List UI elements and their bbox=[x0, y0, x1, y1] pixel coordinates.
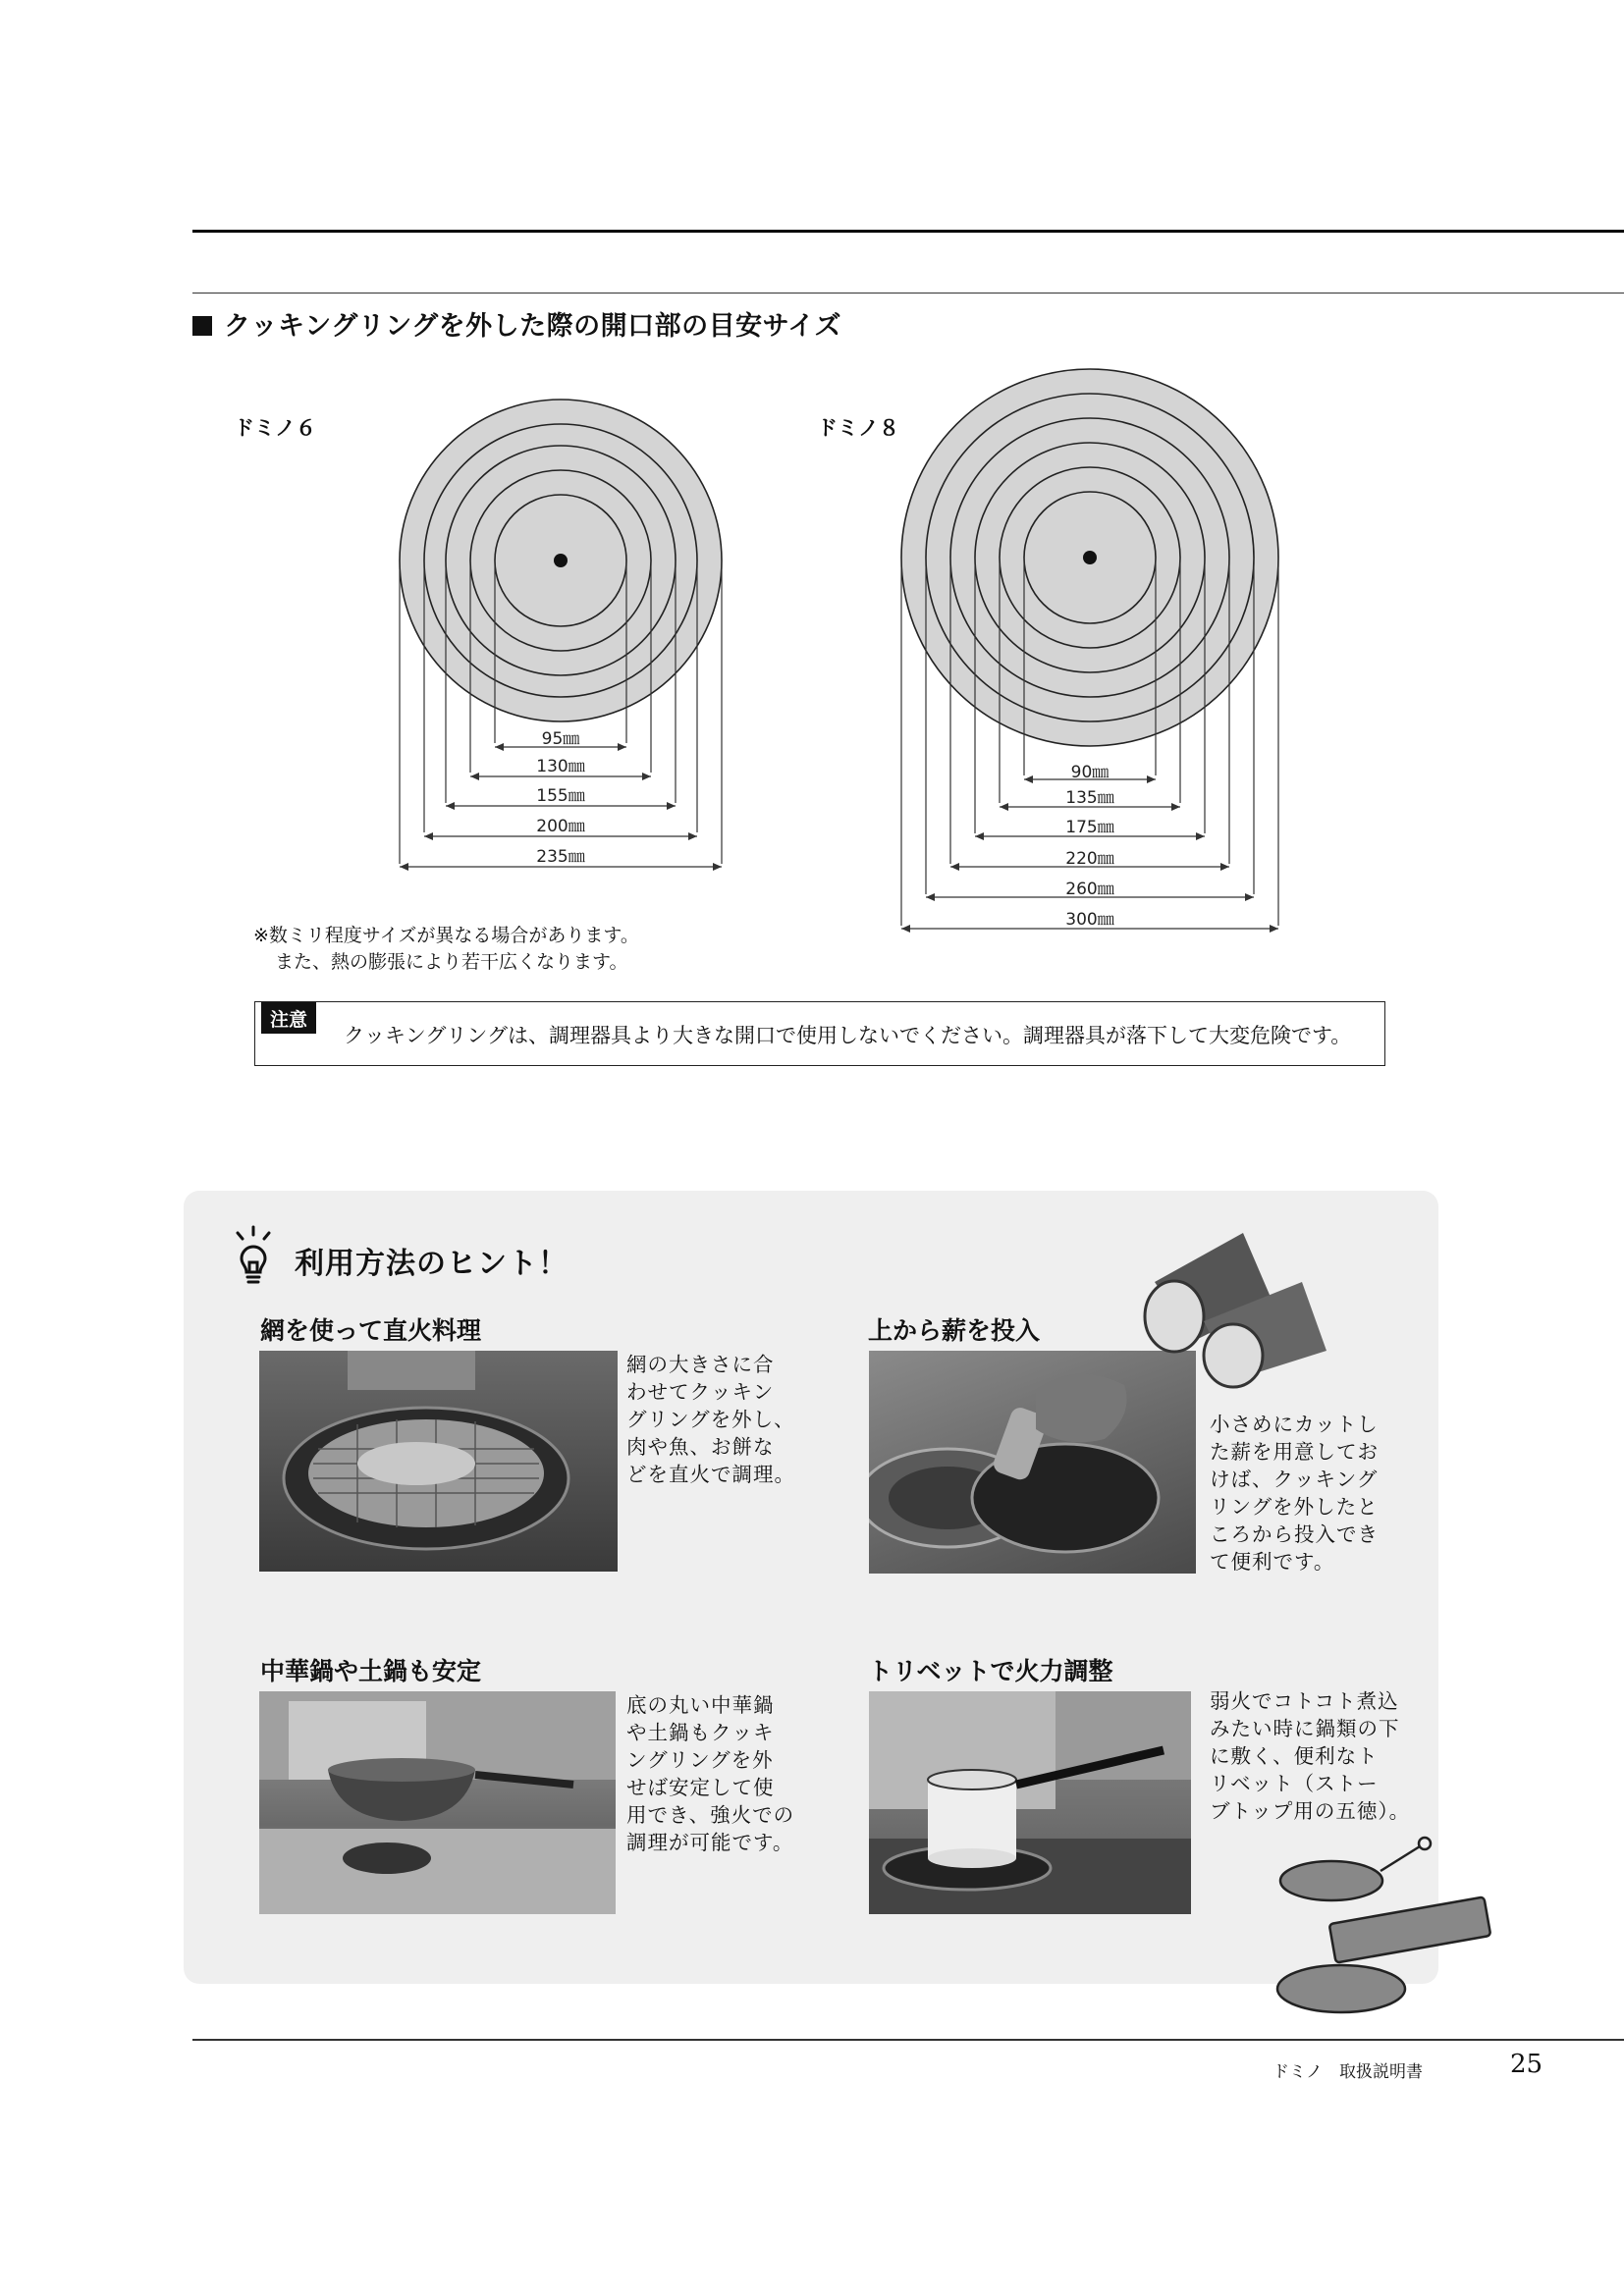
trivet-illustration bbox=[1272, 1832, 1508, 2018]
tip-text-wok: 底の丸い中華鍋 や土鍋もクッキ ングリングを外 せば安定して使 用でき、強火での 調理が可能です。 bbox=[626, 1693, 795, 1854]
tip-text-firewood: 小さめにカットし た薪を用意してお けば、クッキング リングを外したと ころから投入でき て便利です。 bbox=[1210, 1413, 1379, 1574]
tip-heading-grill: 網を使って直火料理 bbox=[260, 1316, 482, 1345]
photo-trivet-pot bbox=[869, 1691, 1191, 1914]
footer-label: ドミノ 取扱説明書 bbox=[1272, 2062, 1423, 2082]
size-note bbox=[253, 923, 639, 976]
diagram-label-domino6: ドミノ６ bbox=[234, 416, 316, 440]
firewood-logs-illustration bbox=[1135, 1223, 1331, 1390]
tip-heading-firewood: 上から薪を投入 bbox=[868, 1316, 1041, 1345]
center-dot bbox=[554, 554, 568, 567]
page-number: 25 bbox=[1510, 2050, 1543, 2079]
size-label: 200㎜ bbox=[536, 817, 585, 836]
size-label: 175㎜ bbox=[1065, 818, 1114, 837]
caution-box bbox=[254, 1001, 1385, 1066]
tip-text-trivet: 弱火でコトコト煮込 みたい時に鍋類の下 に敷く、便利なト リベット（ストー ブトップ用の五徳）。 bbox=[1210, 1689, 1411, 1823]
tip-heading-wok: 中華鍋や土鍋も安定 bbox=[260, 1657, 482, 1685]
diagram-label-domino8: ドミノ８ bbox=[817, 416, 899, 440]
center-dot bbox=[1083, 551, 1097, 564]
size-label: 300㎜ bbox=[1065, 910, 1114, 930]
lightbulb-icon bbox=[230, 1225, 277, 1288]
section-title: クッキングリングを外した際の開口部の目安サイズ bbox=[192, 304, 841, 343]
size-label: 260㎜ bbox=[1065, 880, 1114, 899]
caution-tag: 注意 bbox=[261, 1002, 316, 1034]
size-label: 135㎜ bbox=[1065, 788, 1114, 808]
size-label: 95㎜ bbox=[541, 729, 580, 749]
size-label: 235㎜ bbox=[536, 847, 585, 867]
photo-wok bbox=[259, 1691, 616, 1914]
size-label: 155㎜ bbox=[536, 786, 585, 806]
photo-grill-net bbox=[259, 1351, 618, 1572]
note-line-1: ※数ミリ程度サイズが異なる場合があります。 bbox=[253, 925, 639, 946]
hints-title: 利用方法のヒント！ bbox=[295, 1247, 568, 1281]
note-line-2: また、熱の膨張により若干広くなります。 bbox=[275, 951, 628, 973]
caution-text: クッキングリングは、調理器具より大きな開口で使用しないでください。調理器具が落下して大変危険です。 bbox=[344, 1024, 1352, 1047]
size-label: 220㎜ bbox=[1065, 849, 1114, 869]
size-label: 130㎜ bbox=[536, 757, 585, 776]
tip-text-grill: 網の大きさに合 わせてクッキン グリングを外し、 肉や魚、お餅な どを直火で調理。 bbox=[626, 1353, 795, 1486]
tip-heading-trivet: トリベットで火力調整 bbox=[868, 1657, 1113, 1685]
footer-rule bbox=[192, 2039, 1624, 2041]
size-label: 90㎜ bbox=[1070, 763, 1110, 782]
